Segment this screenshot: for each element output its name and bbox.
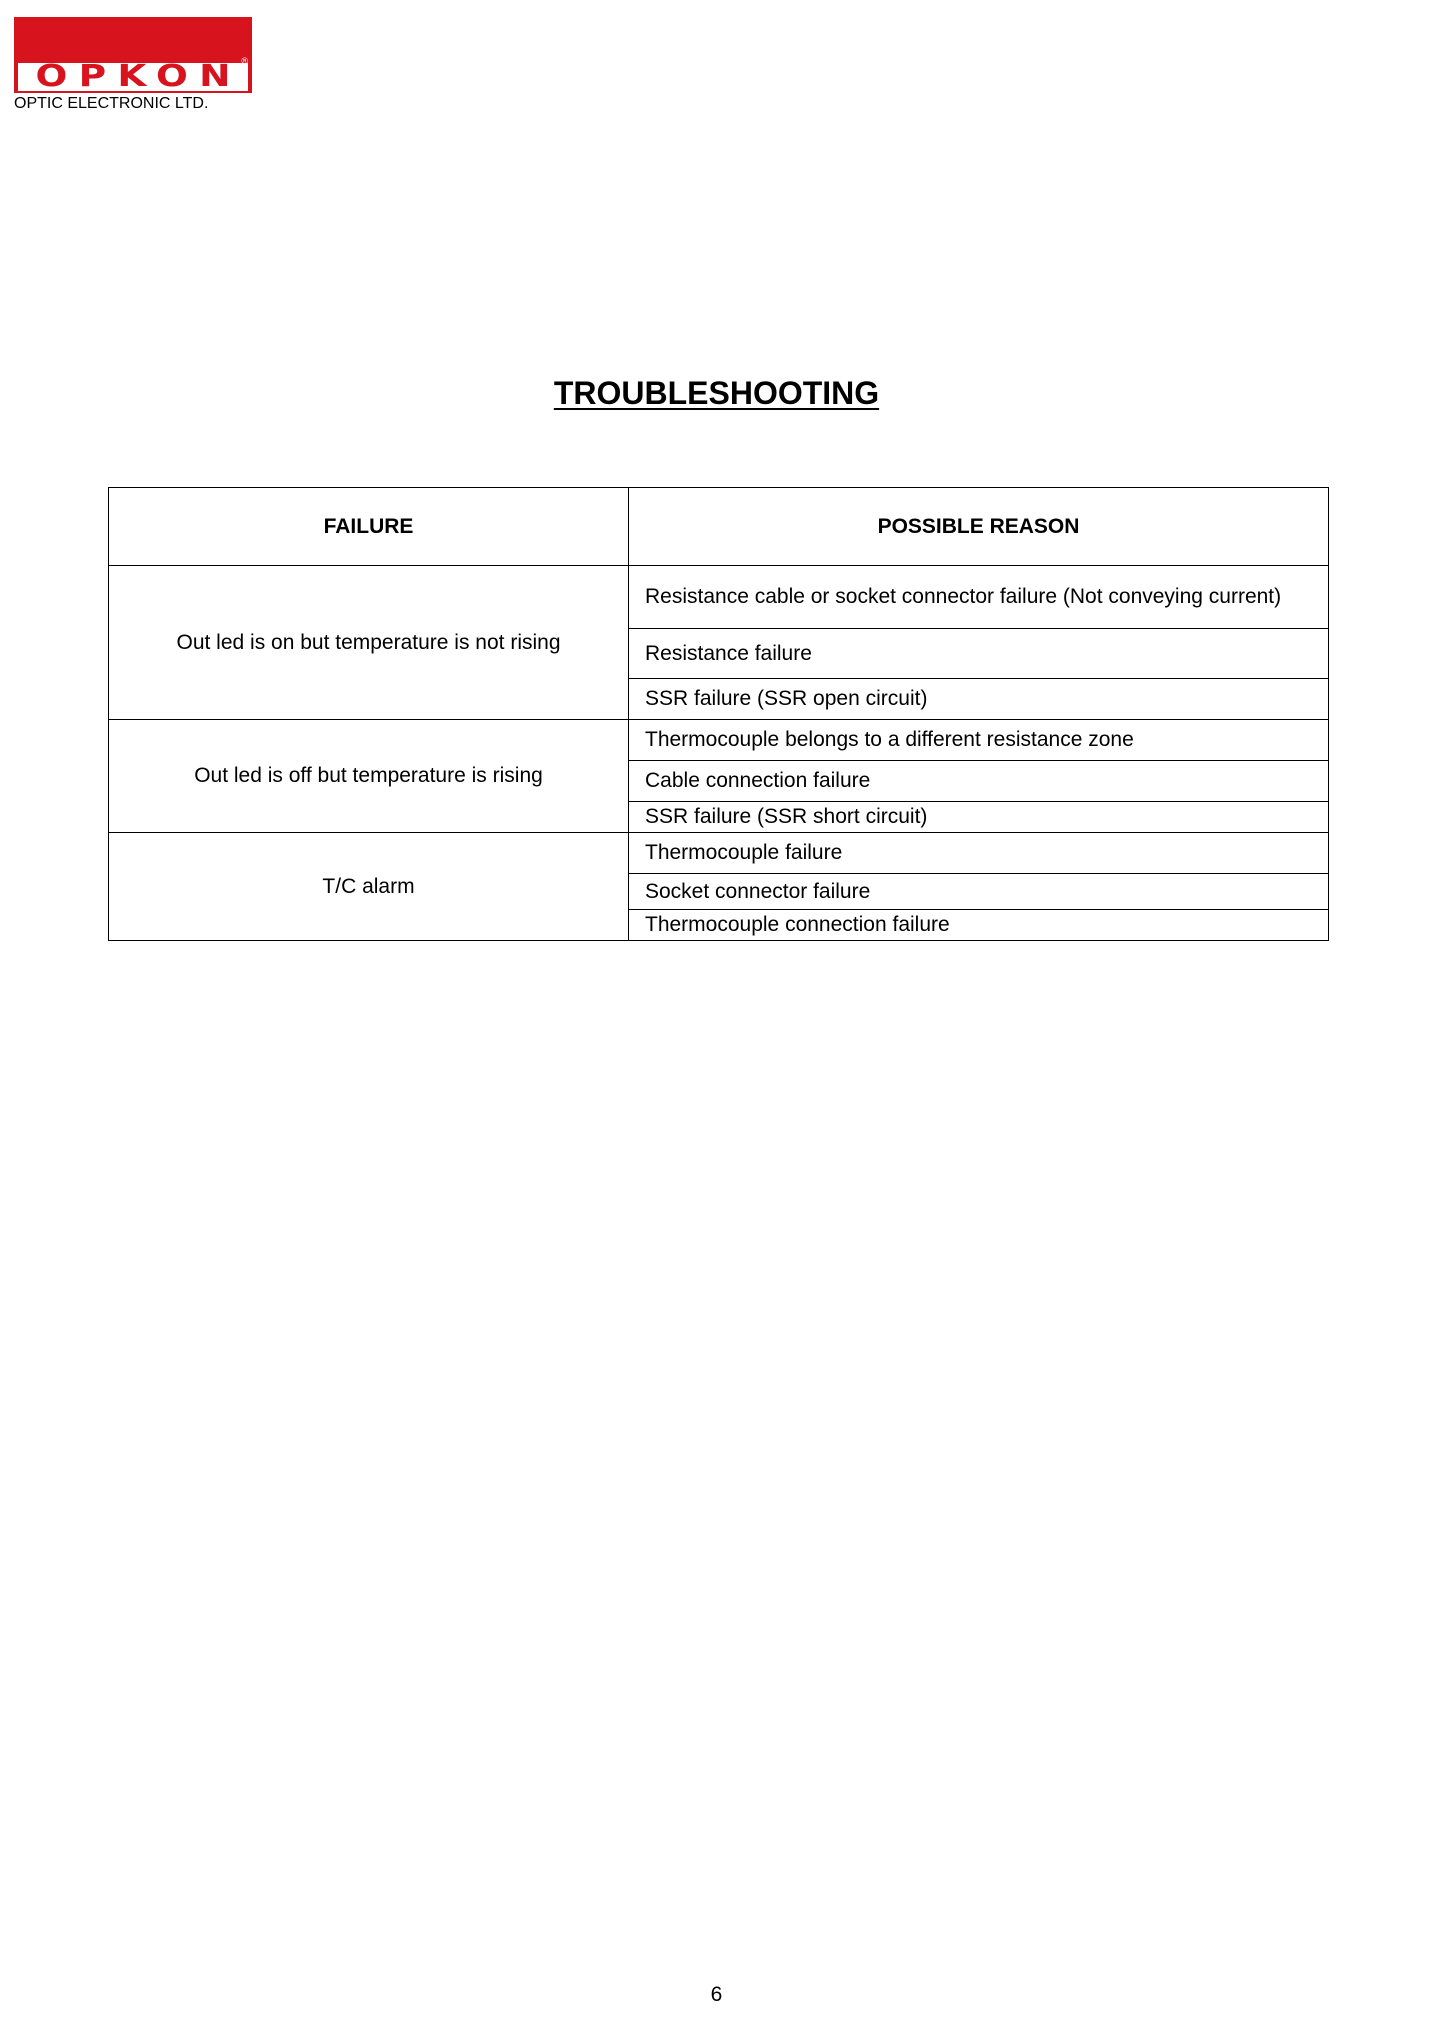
company-name: OPTIC ELECTRONIC LTD.: [14, 95, 209, 112]
reason-cell: Thermocouple failure: [629, 833, 1329, 874]
reason-cell: SSR failure (SSR short circuit): [629, 802, 1329, 833]
reason-cell: Thermocouple belongs to a different resistance zone: [629, 720, 1329, 761]
reason-cell: Thermocouple connection failure: [629, 910, 1329, 941]
registered-mark: ®: [241, 56, 248, 66]
reason-cell: SSR failure (SSR open circuit): [629, 679, 1329, 720]
logo-wordmark: [18, 59, 248, 94]
reason-cell: Resistance cable or socket connector failure (Not conveying current): [629, 566, 1329, 629]
reason-cell: Cable connection failure: [629, 761, 1329, 802]
failure-cell: Out led is off but temperature is rising: [109, 720, 629, 833]
reason-cell: Resistance failure: [629, 629, 1329, 679]
header-possible-reason: POSSIBLE REASON: [629, 488, 1329, 566]
logo-wordmark-text: OPKON: [35, 59, 242, 94]
logo-red-box: [14, 17, 252, 93]
failure-cell: T/C alarm: [109, 833, 629, 941]
table-header-row: [109, 488, 1329, 566]
page-number: 6: [710, 1983, 723, 2006]
table-row: [109, 720, 1329, 761]
header-failure: FAILURE: [109, 488, 629, 566]
failure-cell: Out led is on but temperature is not rising: [109, 566, 629, 720]
troubleshooting-table: [108, 487, 1329, 941]
page-title: TROUBLESHOOTING: [553, 375, 880, 411]
company-logo: [14, 17, 252, 112]
table-row: [109, 566, 1329, 629]
table-row: [109, 833, 1329, 874]
reason-cell: Socket connector failure: [629, 874, 1329, 910]
